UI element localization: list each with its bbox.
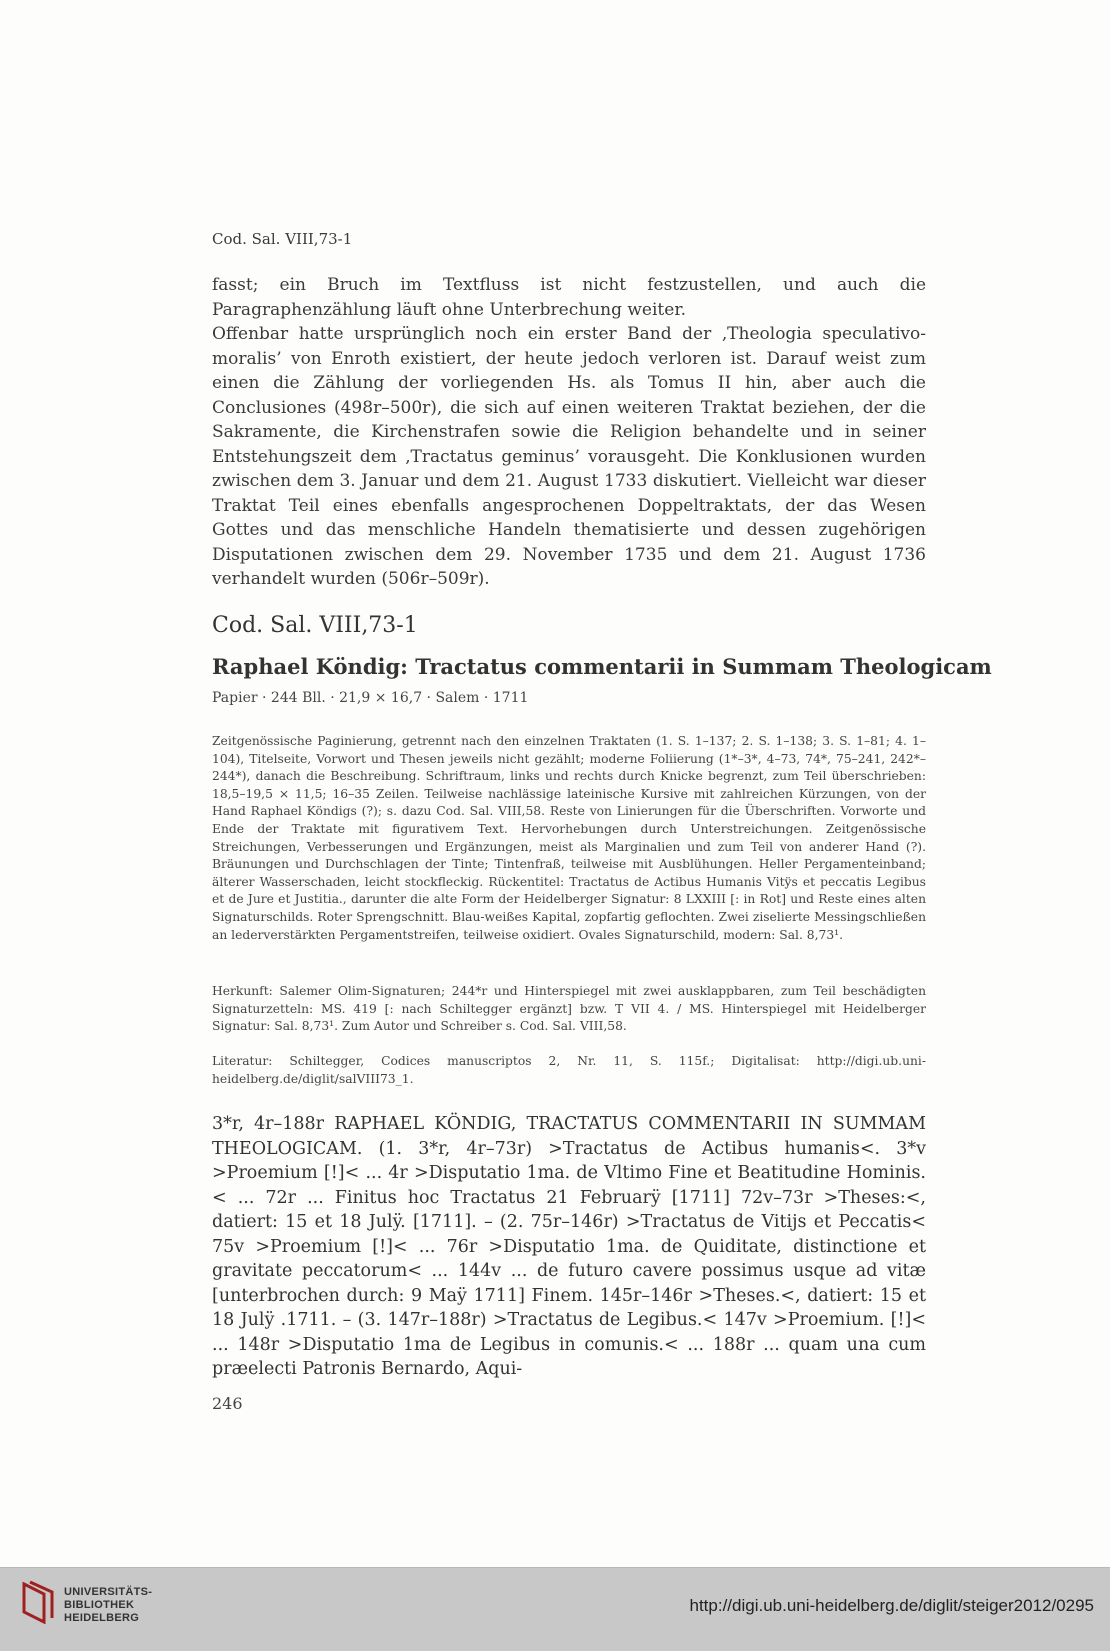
- running-head: Cod. Sal. VIII,73-1: [212, 230, 353, 248]
- literature: Literatur: Schiltegger, Codices manuscriptos 2, Nr. 11, S. 115f.; Digitalisat: http://digi.ub.uni-heidelberg.de/diglit/salVIII73_1.: [212, 1054, 926, 1086]
- section-code: Cod. Sal. VIII,73-1: [212, 613, 418, 638]
- intro-text: [212, 273, 926, 592]
- section-meta: Papier · 244 Bll. · 21,9 × 16,7 · Salem · 1711: [212, 690, 529, 706]
- library-name-line-1: UNIVERSITÄTS-: [64, 1586, 153, 1598]
- page-number: 246: [212, 1394, 243, 1413]
- physical-description: Zeitgenössische Paginierung, getrennt nach den einzelnen Traktaten (1. S. 1–137; 2. S. 1–138; 3. S. 1–81; 4. 1–104), Titelseite, Vorwort und Thesen jeweils nicht gezählt; moderne Foliierung (1*–3*, 4–73, 74*, 75–241, 242*–244*), danach die Beschreibung. Schriftraum, links und rechts durch Knicke begrenzt, zum Teil überschrieben: 18,5–19,5 × 11,5; 16–35 Zeilen. Teilweise nachlässige lateinische Kursive mit zahlreichen Kürzungen, von der Hand Raphael Köndigs (?); s. dazu Cod. Sal. VIII,58. Reste von Linierungen für die Überschriften. Vorworte und Ende der Traktate mit figurativem Text. Hervorhebungen durch Unterstreichungen. Zeitgenössische Streichungen, Verbesserungen und Ergänzungen, meist als Marginalien und zum Teil von anderer Hand (?). Bräunungen und Durchschlagen der Tinte; Tintenfraß, teilweise mit Ausblühungen. Heller Pergamenteinband; älterer Wasserschaden, leicht stockfleckig. Rückentitel: Tractatus de Actibus Humanis Vitÿs et peccatis Legibus et de Jure et Justitia., darunter die alte Form der Heidelberger Signatur: 8 LXXIII [: in Rot] und Reste eines alten Signaturschilds. Roter Sprengschnitt. Blau-weißes Kapital, zopfartig geflochten. Zwei ziselierte Messingschließen an lederverstärkten Pergamentstreifen, teilweise oxidiert. Ovales Signaturschild, modern: Sal. 8,73¹.: [212, 734, 926, 942]
- library-name: [64, 1586, 152, 1625]
- library-footer: [0, 1567, 1110, 1651]
- digitization-url-link[interactable]: http://digi.ub.uni-heidelberg.de/diglit/steiger2012/0295: [689, 1596, 1094, 1615]
- section-title: Raphael Köndig: Tractatus commentarii in Summam Theologicam: [212, 654, 992, 679]
- intro-paragraph-2: Offenbar hatte ursprünglich noch ein erster Band der ‚Theologia speculativo-moralis’ von Enroth existiert, der heute jedoch verloren ist. Darauf weist zum einen die Zählung der vorliegenden Hs. als Tomus II hin, aber auch die Conclusiones (498r–500r), die sich auf einen weiteren Traktat beziehen, der die Sakramente, die Kirchenstrafen sowie die Religion behandelte und in seiner Entstehungszeit dem ‚Tractatus geminus’ vorausgeht. Die Konklusionen wurden zwischen dem 3. Januar und dem 21. August 1733 diskutiert. Vielleicht war dieser Traktat Teil eines ebenfalls angesprochenen Doppeltraktats, der das Wesen Gottes und das menschliche Handeln thematisierte und dessen zugehörigen Disputationen zwischen dem 29. November 1735 und dem 21. August 1736 verhandelt wurden (506r–509r).: [212, 324, 926, 589]
- library-logo-icon: [22, 1580, 56, 1624]
- provenance: Herkunft: Salemer Olim-Signaturen; 244*r und Hinterspiegel mit zwei ausklappbaren, zum Teil beschädigten Signaturzetteln: MS. 419 [: nach Schiltegger ergänzt] bzw. T VII 4. / MS. Hinterspiegel mit Heidelberger Signatur: Sal. 8,73¹. Zum Autor und Schreiber s. Cod. Sal. VIII,58.: [212, 984, 926, 1034]
- library-name-line-2: BIBLIOTHEK: [64, 1599, 135, 1611]
- contents-entry: 3*r, 4r–188r RAPHAEL KÖNDIG, TRACTATUS COMMENTARII IN SUMMAM THEOLOGICAM. (1. 3*r, 4r–73r) >Tractatus de Actibus humanis<. 3*v >Proemium [!]< ... 4r >Disputatio 1ma. de Vltimo Fine et Beatitudine Hominis.< ... 72r ... Finitus hoc Tractatus 21 Februarÿ [1711] 72v–73r >Theses:<, datiert: 15 et 18 Julÿ. [1711]. – (2. 75r–146r) >Tractatus de Vitijs et Peccatis< 75v >Proemium [!]< ... 76r >Disputatio 1ma. de Quiditate, distinctione et gravitate peccatorum< ... 144v ... de futuro cavere possimus usque ad vitæ [unterbrochen durch: 9 Maÿ 1711] Finem. 145r–146r >Theses.<, datiert: 15 et 18 Julÿ .1711. – (3. 147r–188r) >Tractatus de Legibus.< 147v >Proemium. [!]< ... 148r >Disputatio 1ma de Legibus in comunis.< ... 188r ... quam una cum præelecti Patronis Bernardo, Aqui-: [212, 1114, 926, 1379]
- intro-paragraph-1: fasst; ein Bruch im Textfluss ist nicht festzustellen, und auch die Paragraphenzählung läuft ohne Unterbrechung weiter.: [212, 275, 926, 320]
- library-name-line-3: HEIDELBERG: [64, 1612, 140, 1624]
